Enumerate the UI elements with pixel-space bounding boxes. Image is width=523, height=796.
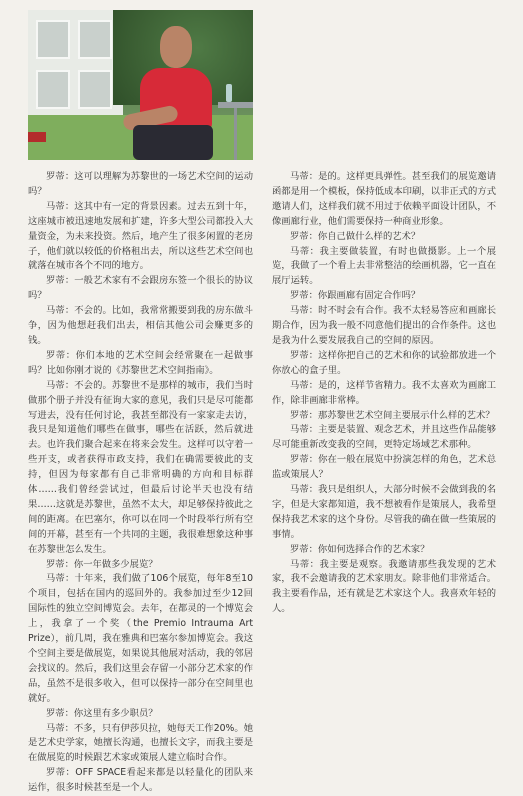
paragraph: 罗蒂：你们本地的艺术空间会经常聚在一起做事吗？比如你刚才说的《苏黎世艺术空间指南》。 bbox=[28, 349, 253, 376]
paragraph: 罗蒂：这可以理解为苏黎世的一场艺术空间的运动吗？ bbox=[28, 171, 253, 197]
paragraph: 马蒂：主要是装置、观念艺术，并且这些作品能够尽可能重新改变我的空间，更特定场域艺术那种。 bbox=[272, 424, 496, 451]
photo-window bbox=[36, 20, 70, 59]
paragraph: 罗蒂：那苏黎世艺术空间主要展示什么样的艺术？ bbox=[290, 409, 495, 421]
photo-man-head bbox=[160, 26, 192, 68]
paragraph: 马蒂：不多，只有伊莎贝拉，她每天工作20%。她是艺术史学家，她擅长沟通，也擅长文字，而我主要是在做展览的时候跟艺术家或策展人建立临时合作。 bbox=[28, 722, 253, 764]
paragraph: 马蒂：时不时会有合作。我不太轻易答应和画廊长期合作，因为我一般不同意他们提出的合作条件。这也是我为什么要发展我自己的空间的原因。 bbox=[272, 305, 496, 346]
photo-window bbox=[36, 70, 70, 109]
paragraph: 马蒂：不会的。比如，我常常搬要到我的房东做斗争，因为他想赶我们出去，相信其他公司会赚更多的钱。 bbox=[28, 305, 253, 346]
left-column bbox=[28, 170, 253, 796]
paragraph: 罗蒂：一般艺术家有不会跟房东签一个很长的协议吗？ bbox=[28, 275, 253, 302]
photo-chair bbox=[28, 132, 46, 142]
paragraph: 马蒂：不会的。苏黎世不是那样的城市，我们当时做那个册子并没有征询大家的意见，我们只是尽可能都写进去，没有任何讨论，我甚至都没有一家家走去访，我只是知道他们哪些在做事，哪些在活跃，然后就进去。也许我们聚合起来在将来会发生。这样可以守着一些开支，或者获得市政支持，我们在确需要彼此的支持，但因为每家都有自己非常明确的方向和目标群体……我们曾经尝试过，但最后讨论半天也没有结果……这就是苏黎世，虽然不太大，却足够保持彼此之间的距离。在巴塞尔，你可以在同一个时段举行所有空间的开幕，甚至有一个共同的主题，我很难想象这种事在苏黎世怎么发生。 bbox=[28, 379, 253, 555]
paragraph: 罗蒂：你如何选择合作的艺术家？ bbox=[290, 543, 430, 555]
paragraph: 马蒂：是的，这样节省精力。我不太喜欢为画廊工作，除非画廊非常棒。 bbox=[272, 379, 496, 406]
photo-bottle bbox=[226, 84, 232, 102]
paragraph: 马蒂：我只是组织人，大部分时候不会做到我的名字，但是大家都知道，我不想被看作是策展人，我希望保持我艺术家的这个身份。尽管我的确在做一些策展的事情。 bbox=[272, 484, 496, 540]
paragraph: 罗蒂：这样你把自己的艺术和你的试验都放进一个你放心的盒子里。 bbox=[272, 349, 496, 376]
paragraph: 罗蒂：你这里有多少职员？ bbox=[46, 707, 158, 719]
paragraph: 罗蒂：你一年做多少展览？ bbox=[46, 558, 158, 570]
paragraph: 马蒂：这其中有一定的背景因素。过去五到十年，这座城市被迅速地发展和扩建，许多大型公司都投入大量资金，为未来投资。然后，地产生了很多闲置的老房子，他们就以较低的价格租出去，所以这些艺术空间也就落在城市各个不同的地方。 bbox=[28, 200, 253, 272]
photo-window bbox=[78, 20, 112, 59]
paragraph: 马蒂：我主要是观察。我邀请那些我发现的艺术家，我不会邀请我的艺术家朋友。除非他们非常适合。我主要看作品，还有就是艺术家这个人。我喜欢年轻的人。 bbox=[272, 558, 496, 615]
photo-man-pants bbox=[133, 125, 213, 160]
photo-window bbox=[78, 70, 112, 109]
paragraph: 罗蒂：你跟画廊有固定合作吗？ bbox=[290, 290, 421, 302]
paragraph: 罗蒂：OFF SPACE看起来都是以轻量化的团队来运作，很多时候甚至是一个人。 bbox=[28, 767, 253, 794]
paragraph: 马蒂：十年来，我们做了106个展览，每年8至10个项目，包括在国内的巡回外的。我参加过至少12回国际性的独立空间博览会。去年，在都灵的一个博览会上，我拿了一个奖（the Premio Intrauma Art Prize），前几周，我在雅典和巴塞尔参加博览会。我这个空间主要是做展览，如果说其他展对活动，我的邻居会找议的。然后，我们这里会存留一小部分艺术家的作品，虽然不是很多收入，但可以保持一部分在空间里也就好。 bbox=[28, 573, 253, 704]
paragraph: 罗蒂：你在一般在展览中扮演怎样的角色，艺术总监或策展人？ bbox=[272, 454, 496, 481]
paragraph: 罗蒂：你自己做什么样的艺术？ bbox=[290, 230, 421, 242]
paragraph: 马蒂：我主要做装置，有时也做摄影。上一个展览，我做了一个看上去非常整洁的绘画机器，它一直在展厅运转。 bbox=[272, 245, 496, 287]
paragraph: 马蒂：是的。这样更具弹性。甚至我们的展览邀请函都是用一个模板，保持低成本印刷，以非正式的方式邀请人们，这样我们就不用过于依赖平面设计团队，不像画廊行业，他们需要保持一种商业形象。 bbox=[272, 171, 496, 227]
photo-table-leg bbox=[234, 108, 237, 160]
right-column bbox=[272, 170, 496, 617]
interview-photo bbox=[28, 10, 253, 160]
